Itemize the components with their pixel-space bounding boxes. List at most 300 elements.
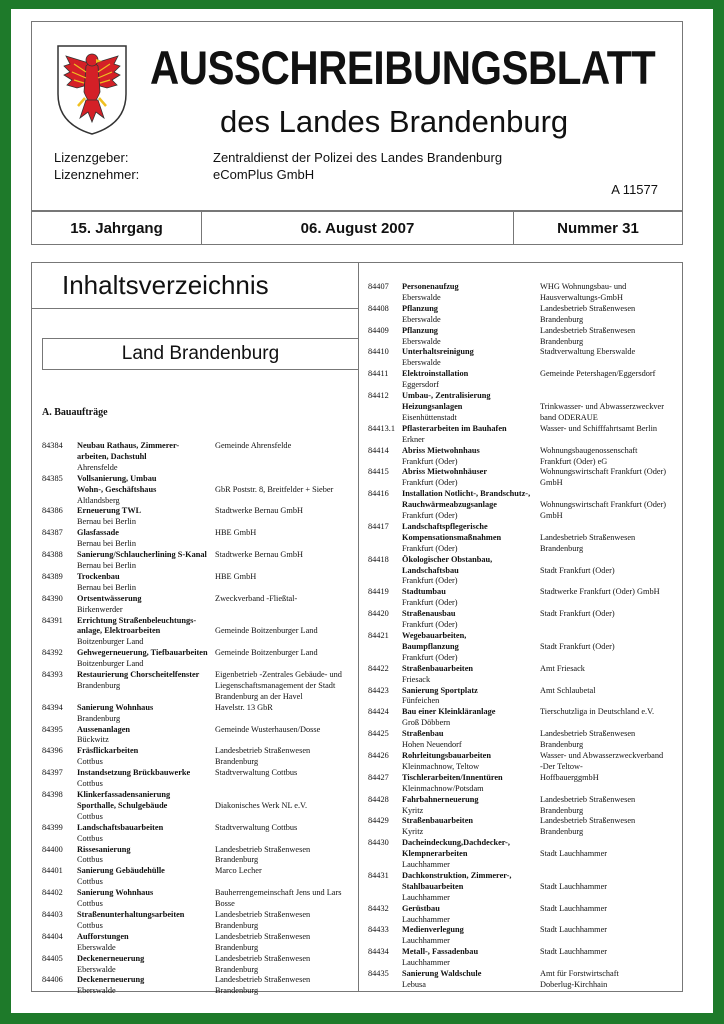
entry-organization: Landesbetrieb Straßenwesen xyxy=(540,532,636,542)
list-item xyxy=(368,773,678,795)
entry-number: 84427 xyxy=(368,772,389,782)
entry-organization: Gemeinde Boitzenburger Land xyxy=(215,626,318,636)
entry-title: Sporthalle, Schulgebäude xyxy=(77,800,168,810)
list-item xyxy=(42,975,358,997)
list-item xyxy=(368,326,678,348)
entry-location: Bernau bei Berlin xyxy=(77,517,136,527)
entry-number: 84396 xyxy=(42,746,63,756)
list-item xyxy=(42,725,358,747)
entry-number: 84387 xyxy=(42,528,63,538)
entry-location: Birkenwerder xyxy=(77,604,123,614)
entry-title: Vollsanierung, Umbau xyxy=(77,473,157,483)
list-item xyxy=(368,424,678,446)
entry-number: 84422 xyxy=(368,663,389,673)
entry-organization: Brandenburg xyxy=(215,855,259,865)
entry-organization: Brandenburg xyxy=(215,757,259,767)
list-item xyxy=(42,474,358,507)
entry-title: Errichtung Straßenbeleuchtungs- xyxy=(77,615,197,625)
entry-organization: Diakonisches Werk NL e.V. xyxy=(215,800,308,810)
list-item xyxy=(42,866,358,888)
entry-location: Lauchhammer xyxy=(402,892,450,902)
entry-organization: Stadtverwaltung Eberswalde xyxy=(540,347,636,357)
entry-location: Erkner xyxy=(402,434,425,444)
entry-organization: Wohnungsbaugenossenschaft xyxy=(540,445,638,455)
entry-title: Metall-, Fassadenbau xyxy=(402,947,479,957)
entry-organization: Gemeinde Ahrensfelde xyxy=(215,441,292,450)
entry-number: 84385 xyxy=(42,473,63,483)
entry-location: Hohen Neuendorf xyxy=(402,740,462,750)
entry-organization: Landesbetrieb Straßenwesen xyxy=(215,953,311,963)
column-divider xyxy=(358,263,359,991)
list-item xyxy=(368,751,678,773)
entry-title: Elektroinstallation xyxy=(402,369,469,379)
entry-title: Pflanzung xyxy=(402,325,438,335)
entry-title: Dacheindeckung,Dachdecker-, xyxy=(402,838,511,848)
entry-organization: Trinkwasser- und Abwasserzweckver xyxy=(540,401,664,411)
entry-title: anlage, Elektroarbeiten xyxy=(77,626,161,636)
entry-title: Landschaftsbau xyxy=(402,565,459,575)
entry-title: Wohn-, Geschäftshaus xyxy=(77,484,157,494)
entry-number: 84388 xyxy=(42,550,63,560)
entry-title: Straßenausbau xyxy=(402,609,456,619)
entry-organization: Frankfurt (Oder) eG xyxy=(540,456,608,466)
entry-title: Sanierung Sportplatz xyxy=(402,685,478,695)
list-item xyxy=(368,871,678,904)
entry-number: 84409 xyxy=(368,325,389,335)
entry-organization: Stadt Lauchhammer xyxy=(540,849,608,859)
entry-organization: Stadt Frankfurt (Oder) xyxy=(540,609,615,619)
entry-location: Cottbus xyxy=(77,811,103,821)
entry-organization: Landesbetrieb Straßenwesen xyxy=(215,909,311,919)
entry-organization: Bauherrengemeinschaft Jens und Lars xyxy=(215,888,342,898)
entry-organization: Liegenschaftsmanagement der Stadt xyxy=(215,680,336,690)
entry-organization xyxy=(540,838,678,849)
entry-location: Lauchhammer xyxy=(402,914,450,924)
entry-number: 84431 xyxy=(368,870,389,880)
list-item xyxy=(368,686,678,708)
list-item xyxy=(368,391,678,424)
entry-title: Deckenerneuerung xyxy=(77,953,145,963)
entry-organization: Amt für Forstwirtschaft xyxy=(540,969,619,979)
entry-organization: Landesbetrieb Straßenwesen xyxy=(215,844,311,854)
entry-location: Frankfurt (Oder) xyxy=(402,543,458,553)
list-item xyxy=(368,587,678,609)
entry-title: Straßenunterhaltungsarbeiten xyxy=(77,909,185,919)
entry-location: Eberswalde xyxy=(402,358,441,368)
entry-organization: Landesbetrieb Straßenwesen xyxy=(540,816,636,826)
entry-organization xyxy=(215,790,358,801)
entry-title: Wegebauarbeiten, xyxy=(402,631,467,640)
list-item xyxy=(42,506,358,528)
entry-title: Installation Notlicht-, Brandschutz-, xyxy=(402,489,531,499)
entry-organization: Gemeinde Wusterhausen/Dosse xyxy=(215,724,321,734)
list-item xyxy=(368,816,678,838)
entry-number: 84391 xyxy=(42,615,63,625)
entry-title: Fahrbahnerneuerung xyxy=(402,794,479,804)
entry-organization: Wasser- und Abwasserzweckverband xyxy=(540,750,664,760)
list-item xyxy=(368,838,678,871)
entry-organization: Landesbetrieb Straßenwesen xyxy=(215,975,311,985)
entry-number: 84428 xyxy=(368,794,389,804)
brandenburg-eagle-icon xyxy=(52,42,132,136)
entry-organization: Hausverwaltungs-GmbH xyxy=(540,292,623,302)
list-item xyxy=(42,594,358,616)
entry-organization: Landesbetrieb Straßenwesen xyxy=(540,794,636,804)
entry-number: 84432 xyxy=(368,903,389,913)
entry-organization: Stadt Lauchhammer xyxy=(540,925,608,935)
list-item xyxy=(368,707,678,729)
entry-title: Aufforstungen xyxy=(77,931,129,941)
entry-number: 84421 xyxy=(368,631,389,640)
entry-organization: Stadt Lauchhammer xyxy=(540,903,608,913)
entry-location: Groß Döbbern xyxy=(402,718,451,728)
entry-title: Ökologischer Obstanbau, xyxy=(402,554,493,564)
licensor-label: Lizenzgeber: xyxy=(54,150,129,165)
entry-organization: Brandenburg xyxy=(215,986,259,996)
entry-location: Cottbus xyxy=(77,920,103,930)
entry-title: Aussenanlagen xyxy=(77,724,131,734)
entry-number: 84407 xyxy=(368,282,389,291)
entry-organization: Wasser- und Schifffahrtsamt Berlin xyxy=(540,423,658,433)
entry-organization: Stadtverwaltung Cottbus xyxy=(215,768,298,778)
entry-number: 84408 xyxy=(368,303,389,313)
entry-organization: Stadt Frankfurt (Oder) xyxy=(540,641,615,651)
left-entry-list xyxy=(42,441,358,997)
entry-number: 84392 xyxy=(42,648,63,658)
entry-number: 84389 xyxy=(42,571,63,581)
entry-location: Brandenburg xyxy=(77,713,121,723)
entry-location: Fünfeichen xyxy=(402,696,440,706)
entry-organization: Brandenburg xyxy=(540,336,584,346)
entry-location: Eberswalde xyxy=(77,986,116,996)
entry-number: 84423 xyxy=(368,685,389,695)
entry-organization: Brandenburg an der Havel xyxy=(215,691,303,701)
entry-title: Dachkonstruktion, Zimmerer-, xyxy=(402,870,512,880)
entry-organization: Landesbetrieb Straßenwesen xyxy=(540,729,636,739)
list-item xyxy=(368,904,678,926)
entry-organization: HBE GmbH xyxy=(215,571,257,581)
entry-organization xyxy=(540,555,678,566)
entry-location: Bernau bei Berlin xyxy=(77,539,136,549)
entry-organization: GmbH xyxy=(540,511,563,521)
list-item xyxy=(368,555,678,588)
entry-title: Personenaufzug xyxy=(402,282,459,291)
list-item xyxy=(42,768,358,790)
entry-location: Kyritz xyxy=(402,827,424,837)
entry-organization xyxy=(540,391,678,402)
list-item xyxy=(368,446,678,468)
entry-organization: Bosse xyxy=(215,899,235,909)
entry-organization xyxy=(540,522,678,533)
entry-location: Cottbus xyxy=(77,833,103,843)
entry-organization: Brandenburg xyxy=(540,740,584,750)
licensee-label: Lizenznehmer: xyxy=(54,167,140,182)
entry-title: Sanierung Gebäudehülle xyxy=(77,866,165,876)
list-item xyxy=(42,888,358,910)
entry-title: Rohrleitungsbauarbeiten xyxy=(402,750,491,760)
entry-number: 84386 xyxy=(42,506,63,516)
entry-number: 84416 xyxy=(368,489,389,499)
list-item xyxy=(368,522,678,555)
entry-organization: Brandenburg xyxy=(540,314,584,324)
entry-number: 84415 xyxy=(368,467,389,477)
list-item xyxy=(42,703,358,725)
entry-organization: Gemeinde Boitzenburger Land xyxy=(215,648,318,658)
entry-location: Cottbus xyxy=(77,877,103,887)
list-item xyxy=(42,616,358,649)
list-item xyxy=(368,467,678,489)
entry-organization: Stadtwerke Bernau GmbH xyxy=(215,550,304,560)
list-item xyxy=(368,304,678,326)
entry-location: Frankfurt (Oder) xyxy=(402,620,458,630)
entry-number: 84413.1 xyxy=(368,423,395,433)
entry-title: Rauchwärmeabzugsanlage xyxy=(402,500,497,510)
entry-title: Landschaftsbauarbeiten xyxy=(77,822,164,832)
entry-organization: Landesbetrieb Straßenwesen xyxy=(540,325,636,335)
entry-title: Stahlbauarbeiten xyxy=(402,881,464,891)
list-item xyxy=(368,282,678,304)
entry-title: Landschaftspflegerische xyxy=(402,521,488,531)
entry-title: Fräsflickarbeiten xyxy=(77,746,139,756)
entry-organization: Landesbetrieb Straßenwesen xyxy=(215,931,311,941)
entry-number: 84434 xyxy=(368,947,389,957)
entry-organization: GmbH xyxy=(540,478,563,488)
entry-organization: -Der Teltow- xyxy=(540,761,583,771)
entry-organization: WHG Wohnungsbau- und xyxy=(540,282,627,291)
entry-number: 84435 xyxy=(368,969,389,979)
entry-title: Baumpflanzung xyxy=(402,641,459,651)
entry-organization: Amt Schlaubetal xyxy=(540,685,596,695)
entry-title: Straßenbau xyxy=(402,729,444,739)
entry-title: Abriss Mietwohnhäuser xyxy=(402,467,488,477)
entry-location: Lauchhammer xyxy=(402,958,450,968)
entry-number: 84405 xyxy=(42,953,63,963)
publication-title: AUSSCHREIBUNGSBLATT xyxy=(150,41,656,94)
toc-heading: Inhaltsverzeichnis xyxy=(32,263,358,309)
entry-title: Neubau Rathaus, Zimmerer- xyxy=(77,441,180,450)
entry-number: 84406 xyxy=(42,975,63,985)
entry-organization: Havelstr. 13 GbR xyxy=(215,702,273,712)
entry-number: 84414 xyxy=(368,445,389,455)
entry-location: Eggersdorf xyxy=(402,380,439,390)
entry-organization: Amt Friesack xyxy=(540,663,585,673)
entry-title: Medienverlegung xyxy=(402,925,464,935)
entry-location: Brandenburg xyxy=(77,680,121,690)
entry-number: 84430 xyxy=(368,838,389,848)
list-item xyxy=(42,746,358,768)
entry-organization xyxy=(540,871,678,882)
entry-organization: Stadt Lauchhammer xyxy=(540,881,608,891)
entry-location: Lauchhammer xyxy=(402,936,450,946)
list-item xyxy=(42,572,358,594)
list-item xyxy=(42,790,358,823)
list-item xyxy=(368,489,678,522)
entry-title: Restaurierung Chorscheitelfenster xyxy=(77,670,200,680)
entry-number: 84398 xyxy=(42,790,63,799)
entry-location: Frankfurt (Oder) xyxy=(402,576,458,586)
region-heading: Land Brandenburg xyxy=(42,338,358,370)
entry-number: 84425 xyxy=(368,729,389,739)
issue-date: 06. August 2007 xyxy=(202,212,514,244)
entry-organization: Stadtverwaltung Cottbus xyxy=(215,822,298,832)
entry-organization: Brandenburg xyxy=(540,827,584,837)
entry-location: Bernau bei Berlin xyxy=(77,582,136,592)
entry-number: 84420 xyxy=(368,609,389,619)
table-of-contents xyxy=(31,262,683,996)
entry-number: 84402 xyxy=(42,888,63,898)
list-item xyxy=(368,969,678,991)
entry-location: Frankfurt (Oder) xyxy=(402,456,458,466)
entry-number: 84417 xyxy=(368,521,389,531)
entry-title: Unterhaltsreinigung xyxy=(402,347,474,357)
entry-number: 84403 xyxy=(42,909,63,919)
licensee-value: eComPlus GmbH xyxy=(213,167,315,182)
entry-title: Abriss Mietwohnhaus xyxy=(402,445,480,455)
entry-title: Sanierung Wohnhaus xyxy=(77,702,154,712)
list-item xyxy=(42,910,358,932)
entry-organization: Wohnungswirtschaft Frankfurt (Oder) xyxy=(540,467,667,477)
list-item xyxy=(368,795,678,817)
entry-location: Cottbus xyxy=(77,855,103,865)
list-item xyxy=(42,441,358,474)
entry-location: Altlandsberg xyxy=(77,495,120,505)
entry-title: Rissesanierung xyxy=(77,844,131,854)
entry-title: Trockenbau xyxy=(77,571,120,581)
entry-location: Lebusa xyxy=(402,980,426,989)
list-item xyxy=(368,347,678,369)
entry-location: Frankfurt (Oder) xyxy=(402,598,458,608)
entry-organization: Stadt Lauchhammer xyxy=(540,947,608,957)
issue-info-bar xyxy=(31,211,683,245)
entry-organization: HoffbauerggmbH xyxy=(540,772,599,782)
list-item xyxy=(368,609,678,631)
entry-title: Bau einer Kleinkläranlage xyxy=(402,707,496,717)
issue-year: 15. Jahrgang xyxy=(32,212,202,244)
entry-title: Klempnerarbeiten xyxy=(402,849,468,859)
entry-location: Boitzenburger Land xyxy=(77,637,144,647)
list-item xyxy=(368,369,678,391)
entry-organization: Zweckverband -Fließtal- xyxy=(215,593,298,603)
entry-organization: Doberlug-Kirchhain xyxy=(540,980,608,989)
list-item xyxy=(368,631,678,664)
list-item xyxy=(42,954,358,976)
entry-title: Pflanzung xyxy=(402,303,438,313)
entry-number: 84419 xyxy=(368,587,389,597)
entry-location: Ahrensfelde xyxy=(77,462,118,472)
entry-number: 84400 xyxy=(42,844,63,854)
issue-number: Nummer 31 xyxy=(557,219,639,237)
entry-organization: Wohnungswirtschaft Frankfurt (Oder) xyxy=(540,500,667,510)
list-item xyxy=(42,823,358,845)
entry-location: Frankfurt (Oder) xyxy=(402,511,458,521)
entry-location: Lauchhammer xyxy=(402,860,450,870)
entry-location: Eberswalde xyxy=(402,314,441,324)
entry-organization: Marco Lecher xyxy=(215,866,262,876)
document-id: A 11577 xyxy=(611,182,658,197)
list-item xyxy=(368,729,678,751)
entry-location: Bernau bei Berlin xyxy=(77,560,136,570)
entry-organization: Stadtwerke Bernau GmbH xyxy=(215,506,304,516)
entry-title: Umbau-, Zentralisierung xyxy=(402,391,491,401)
list-item xyxy=(42,845,358,867)
entry-number: 84394 xyxy=(42,702,63,712)
entry-location: Eberswalde xyxy=(77,964,116,974)
list-item xyxy=(368,664,678,686)
section-label: A. Bauaufträge xyxy=(42,407,108,418)
entry-title: Sanierung Wohnhaus xyxy=(77,888,154,898)
entry-location: Eisenhüttenstadt xyxy=(402,412,457,422)
entry-organization xyxy=(540,489,678,500)
entry-location: Eberswalde xyxy=(77,942,116,952)
entry-location: Frankfurt (Oder) xyxy=(402,478,458,488)
entry-organization xyxy=(215,474,358,485)
entry-number: 84384 xyxy=(42,441,63,450)
list-item xyxy=(42,550,358,572)
entry-number: 84410 xyxy=(368,347,389,357)
entry-location: Eberswalde xyxy=(402,336,441,346)
list-item xyxy=(42,670,358,703)
entry-location: Cottbus xyxy=(77,757,103,767)
entry-title: Straßenbauarbeiten xyxy=(402,663,473,673)
publication-subtitle: des Landes Brandenburg xyxy=(220,104,569,139)
entry-title: Glasfassade xyxy=(77,528,119,538)
entry-location: Cottbus xyxy=(77,899,103,909)
entry-location: Cottbus xyxy=(77,779,103,789)
entry-title: Kompensationsmaßnahmen xyxy=(402,532,502,542)
entry-organization: HBE GmbH xyxy=(215,528,257,538)
entry-title: Straßenbauarbeiten xyxy=(402,816,473,826)
entry-number: 84395 xyxy=(42,724,63,734)
entry-location: Boitzenburger Land xyxy=(77,659,144,669)
entry-location: Kleinmachnow/Potsdam xyxy=(402,783,484,793)
page xyxy=(11,9,713,1013)
entry-organization: Brandenburg xyxy=(215,964,259,974)
entry-organization: Eigenbetrieb -Zentrales Gebäude- und xyxy=(215,670,342,680)
entry-organization: Brandenburg xyxy=(540,805,584,815)
entry-organization: Brandenburg xyxy=(540,543,584,553)
entry-title: arbeiten, Dachstuhl xyxy=(77,451,147,461)
entry-title: Heizungsanlagen xyxy=(402,401,463,411)
entry-number: 84401 xyxy=(42,866,63,876)
list-item xyxy=(42,648,358,670)
entry-title: Klinkerfassadensanierung xyxy=(77,790,171,799)
entry-title: Gerüstbau xyxy=(402,903,440,913)
entry-title: Pflasterarbeiten im Bauhafen xyxy=(402,423,507,433)
entry-organization: Stadt Frankfurt (Oder) xyxy=(540,565,615,575)
entry-number: 84399 xyxy=(42,822,63,832)
masthead xyxy=(31,21,683,211)
entry-number: 84411 xyxy=(368,369,389,379)
entry-location: Kleinmachnow, Teltow xyxy=(402,761,480,771)
entry-number: 84397 xyxy=(42,768,63,778)
entry-number: 84404 xyxy=(42,931,63,941)
entry-organization: band ODERAUE xyxy=(540,412,598,422)
entry-organization: Brandenburg xyxy=(215,942,259,952)
entry-organization: Tierschutzliga in Deutschland e.V. xyxy=(540,707,655,717)
entry-number: 84429 xyxy=(368,816,389,826)
list-item xyxy=(368,925,678,947)
entry-title: Sanierung/Schlaucherlining S-Kanal xyxy=(77,550,207,560)
entry-title: Erneuerung TWL xyxy=(77,506,142,516)
entry-number: 84424 xyxy=(368,707,389,717)
list-item xyxy=(368,947,678,969)
entry-organization xyxy=(215,616,358,627)
entry-location: Kyritz xyxy=(402,805,424,815)
entry-organization xyxy=(540,631,678,642)
entry-organization: Gemeinde Petershagen/Eggersdorf xyxy=(540,369,656,379)
entry-number: 84433 xyxy=(368,925,389,935)
licensor-value: Zentraldienst der Polizei des Landes Brandenburg xyxy=(213,150,503,165)
